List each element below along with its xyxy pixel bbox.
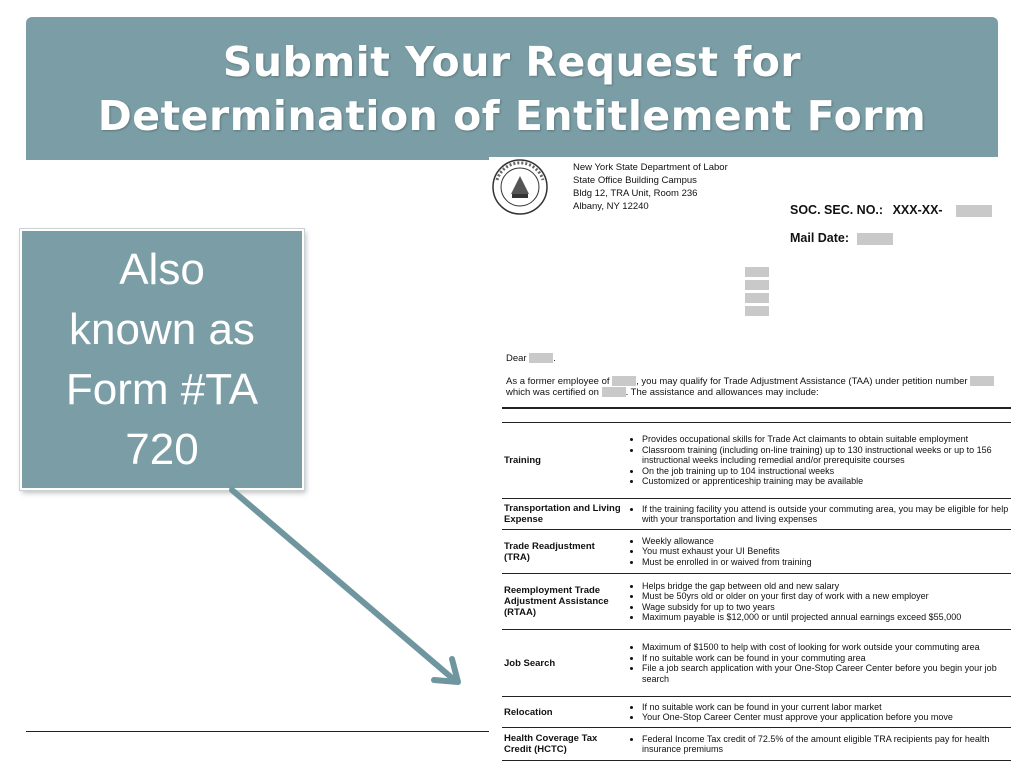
benefit-label: Reemployment Trade Adjustment Assistance (RTAA) xyxy=(502,574,624,630)
redacted-name xyxy=(529,353,553,363)
benefit-item: • On the job training up to 104 instructional weeks xyxy=(642,466,1009,477)
benefit-item: • Wage subsidy for up to two years xyxy=(642,602,1009,613)
benefit-item: • File a job search application with your One-Stop Career Center before you begin your job search xyxy=(642,663,1009,684)
benefit-item: • Maximum of $1500 to help with cost of looking for work outside your commuting area xyxy=(642,642,1009,653)
benefit-label: Health Coverage Tax Credit (HCTC) xyxy=(502,728,624,761)
entitlement-letter xyxy=(489,157,1024,768)
benefit-item: • Customized or apprenticeship training may be available xyxy=(642,476,1009,487)
benefit-row xyxy=(502,499,1011,530)
benefit-label: Relocation xyxy=(502,697,624,728)
benefit-label: Trade Readjustment (TRA) xyxy=(502,530,624,574)
benefit-row xyxy=(502,574,1011,630)
benefit-item: • If no suitable work can be found in your commuting area xyxy=(642,653,1009,664)
benefit-label: Job Search xyxy=(502,630,624,697)
form-number-callout xyxy=(20,229,304,490)
ssn-value: XXX-XX- xyxy=(892,203,943,217)
title-banner xyxy=(26,17,998,160)
benefit-item: • If no suitable work can be found in your current labor market xyxy=(642,702,1009,713)
benefit-item: • You must exhaust your UI Benefits xyxy=(642,546,1009,557)
callout-line-1: Also xyxy=(119,244,205,294)
benefit-item: • Maximum payable is $12,000 or until projected annual earnings exceed $55,000 xyxy=(642,612,1009,623)
benefit-row xyxy=(502,530,1011,574)
benefit-details xyxy=(624,630,1011,697)
nys-seal-icon xyxy=(491,158,549,216)
benefit-row xyxy=(502,423,1011,499)
sender-address: New York State Department of Labor State Office Building Campus Bldg 12, TRA Unit, Room 236 Albany, NY 12240 xyxy=(573,162,728,212)
ssn-label: SOC. SEC. NO.: xyxy=(790,203,884,217)
benefit-details xyxy=(624,697,1011,728)
ssn-line xyxy=(790,203,992,217)
benefit-details xyxy=(624,499,1011,530)
benefit-item: • Weekly allowance xyxy=(642,536,1009,547)
benefit-details xyxy=(624,574,1011,630)
title-line-1: Submit Your Request for xyxy=(222,37,802,86)
mail-date-line xyxy=(790,231,893,245)
benefits-table xyxy=(502,422,1011,761)
table-top-rule xyxy=(502,407,1011,409)
title-line-2: Determination of Entitlement Form xyxy=(97,91,927,140)
callout-line-3: Form #TA xyxy=(65,364,259,414)
benefit-details xyxy=(624,530,1011,574)
benefit-item: • Helps bridge the gap between old and new salary xyxy=(642,581,1009,592)
redacted-mail-date xyxy=(857,233,893,245)
intro-paragraph: As a former employee of , you may qualify for Trade Adjustment Assistance (TAA) under petition number which was certified on . The assistance and allowances may include: xyxy=(506,376,1006,398)
benefit-details xyxy=(624,423,1011,499)
redacted-ssn xyxy=(956,205,992,217)
benefit-item: • Classroom training (including on-line training) up to 130 instructional weeks or up to 156 instructional weeks including remedial and/or prerequisite courses xyxy=(642,445,1009,466)
benefit-item: • Must be enrolled in or waived from training xyxy=(642,557,1009,568)
benefit-label: Transportation and Living Expense xyxy=(502,499,624,530)
mail-date-label: Mail Date: xyxy=(790,231,850,245)
bottom-divider xyxy=(26,731,496,732)
benefit-row xyxy=(502,697,1011,728)
benefit-item: • Provides occupational skills for Trade Act claimants to obtain suitable employment xyxy=(642,434,1009,445)
callout-line-4: 720 xyxy=(125,424,199,474)
benefit-item: • Must be 50yrs old or older on your first day of work with a new employer xyxy=(642,591,1009,602)
redacted-recipient-address xyxy=(745,267,769,319)
benefit-item: • Federal Income Tax credit of 72.5% of the amount eligible TRA recipients pay for health insurance premiums xyxy=(642,734,1009,755)
benefit-row xyxy=(502,630,1011,697)
salutation: Dear . xyxy=(506,353,556,364)
benefit-details xyxy=(624,728,1011,761)
benefit-item: • Your One-Stop Career Center must approve your application before you move xyxy=(642,712,1009,723)
callout-line-2: known as xyxy=(69,304,255,354)
benefit-row xyxy=(502,728,1011,761)
benefit-label: Training xyxy=(502,423,624,499)
benefit-item: • If the training facility you attend is outside your commuting area, you may be eligible for help with your transportation and living expenses xyxy=(642,504,1009,525)
